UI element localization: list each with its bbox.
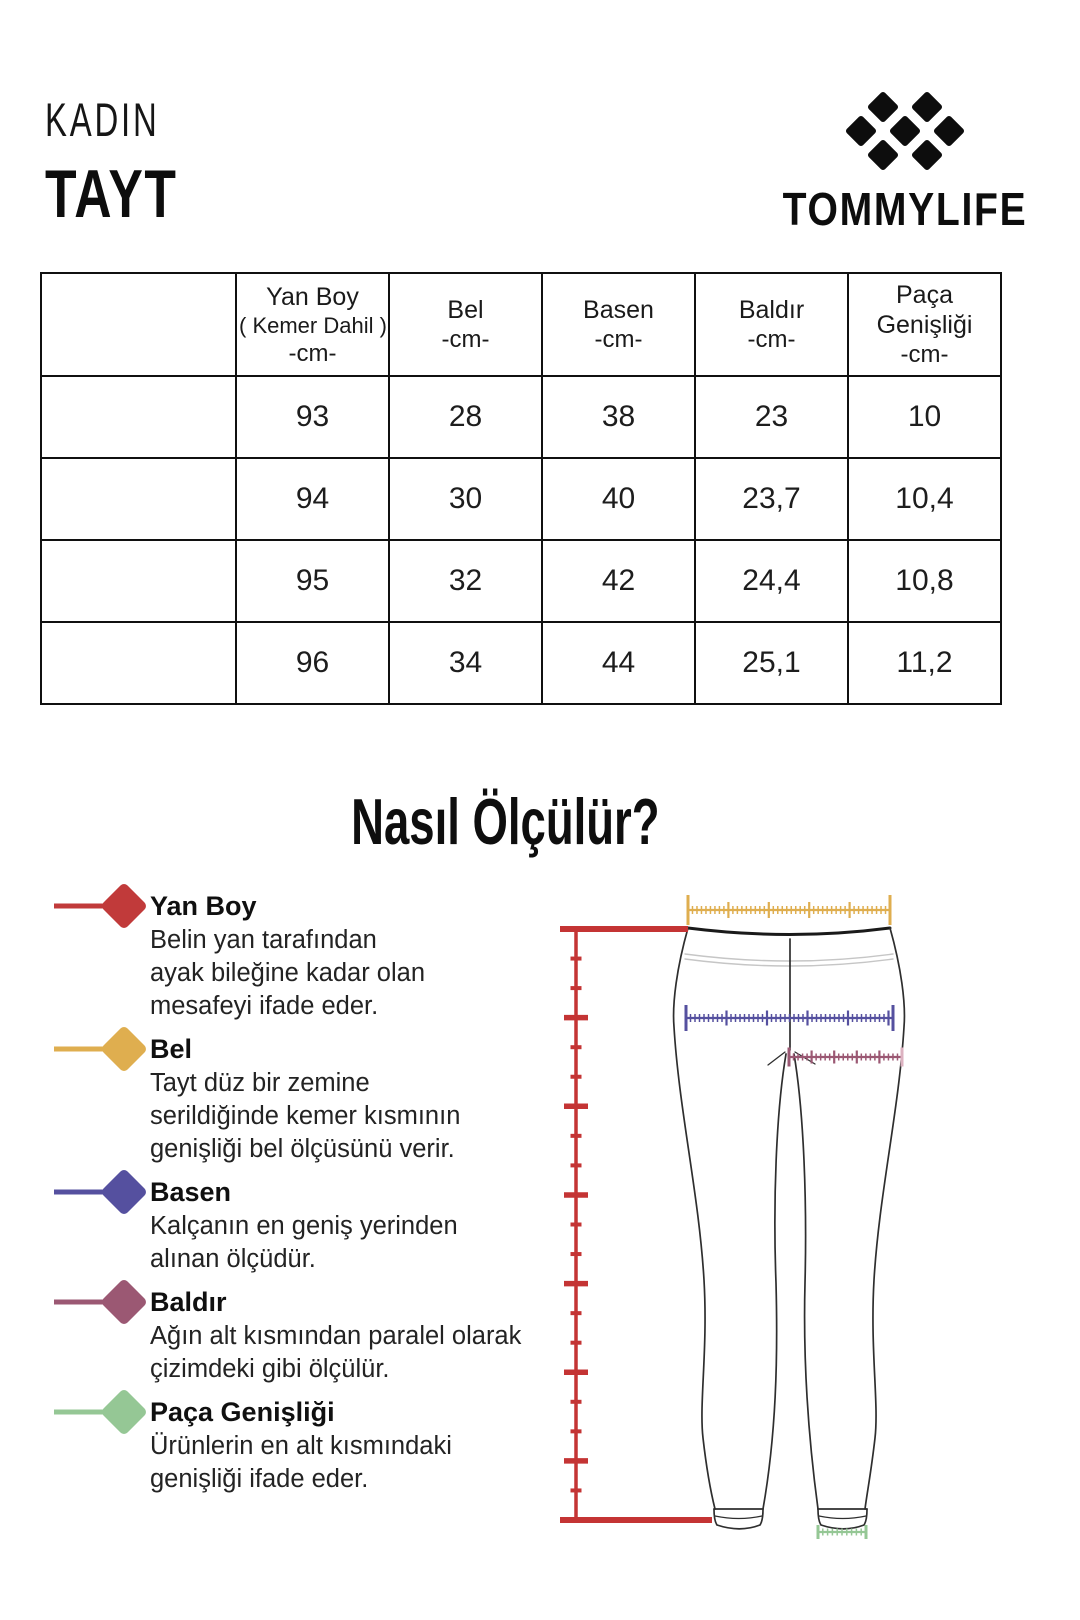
- legend-diamond-icon: [54, 874, 154, 938]
- measurement-value: 10: [848, 376, 1001, 458]
- legend-diamond-icon: [54, 1270, 154, 1334]
- legend-description: Ağın alt kısmından paralel olarak çizimdeki gibi ölçülür.: [150, 1322, 522, 1383]
- legend-title: Paça Genişliği: [150, 1397, 335, 1427]
- measurement-value: 96: [236, 622, 389, 704]
- table-row: [41, 458, 1001, 540]
- measurement-value: 28: [389, 376, 542, 458]
- legend-diamond-icon: [54, 1160, 154, 1224]
- legend-title: Yan Boy: [150, 891, 257, 921]
- legend-item: [40, 1286, 560, 1386]
- measurement-value: 24,4: [695, 540, 848, 622]
- legend-description: Kalçanın en geniş yerinden alınan ölçüdür.: [150, 1212, 458, 1273]
- leggings-drawing-icon: [520, 855, 1000, 1565]
- legend-item: [40, 1033, 560, 1166]
- brand-name: TOMMYLIFE: [782, 183, 1028, 235]
- legend-title: Basen: [150, 1177, 232, 1207]
- legend-diamond-icon: [54, 1017, 154, 1081]
- brand-logo-block: [760, 82, 1050, 236]
- measurement-value: 10,4: [848, 458, 1001, 540]
- measurement-value: 95: [236, 540, 389, 622]
- table-row: [41, 622, 1001, 704]
- measurement-value: 40: [542, 458, 695, 540]
- size-label: XL: [41, 622, 236, 704]
- column-header: Basen -cm-: [542, 273, 695, 376]
- measurement-value: 38: [542, 376, 695, 458]
- size-label: S: [41, 376, 236, 458]
- column-header: Bel -cm-: [389, 273, 542, 376]
- measurement-value: 25,1: [695, 622, 848, 704]
- measurement-legend: [40, 890, 560, 1506]
- measurement-value: 42: [542, 540, 695, 622]
- size-label: L: [41, 540, 236, 622]
- measurement-value: 93: [236, 376, 389, 458]
- legend-description: Ürünlerin en alt kısmındaki genişliği ifade eder.: [150, 1432, 452, 1493]
- leggings-diagram: [520, 855, 1000, 1565]
- column-header: Baldır -cm-: [695, 273, 848, 376]
- legend-title: Bel: [150, 1034, 193, 1064]
- how-to-measure-title: Nasıl Ölçülür?: [350, 785, 660, 858]
- tommylife-diamonds-icon: [844, 90, 966, 172]
- legend-description: Belin yan tarafından ayak bileğine kadar olan mesafeyi ifade eder.: [150, 926, 426, 1020]
- measurement-value: 94: [236, 458, 389, 540]
- table-row: [41, 540, 1001, 622]
- legend-description: Tayt düz bir zemine serildiğinde kemer kısmının genişliği bel ölçüsünü verir.: [150, 1069, 461, 1163]
- column-header: Yan Boy ( Kemer Dahil ) -cm-: [236, 273, 389, 376]
- measurement-value: 23: [695, 376, 848, 458]
- product-label: TAYT: [45, 156, 178, 232]
- category-label: KADIN: [45, 93, 160, 146]
- legend-item: [40, 1396, 560, 1496]
- legend-item: [40, 890, 560, 1023]
- table-row: [41, 376, 1001, 458]
- size-table: [40, 272, 1002, 705]
- measurement-value: 23,7: [695, 458, 848, 540]
- legend-item: [40, 1176, 560, 1276]
- table-corner-label: Beden: [41, 273, 236, 376]
- measurement-value: 11,2: [848, 622, 1001, 704]
- legend-diamond-icon: [54, 1380, 154, 1444]
- product-title-block: [45, 92, 219, 233]
- size-label: M: [41, 458, 236, 540]
- measurement-value: 44: [542, 622, 695, 704]
- column-header: Paça Genişliği -cm-: [848, 273, 1001, 376]
- measurement-value: 10,8: [848, 540, 1001, 622]
- measurement-value: 34: [389, 622, 542, 704]
- legend-title: Baldır: [150, 1287, 227, 1317]
- measurement-value: 30: [389, 458, 542, 540]
- measurement-value: 32: [389, 540, 542, 622]
